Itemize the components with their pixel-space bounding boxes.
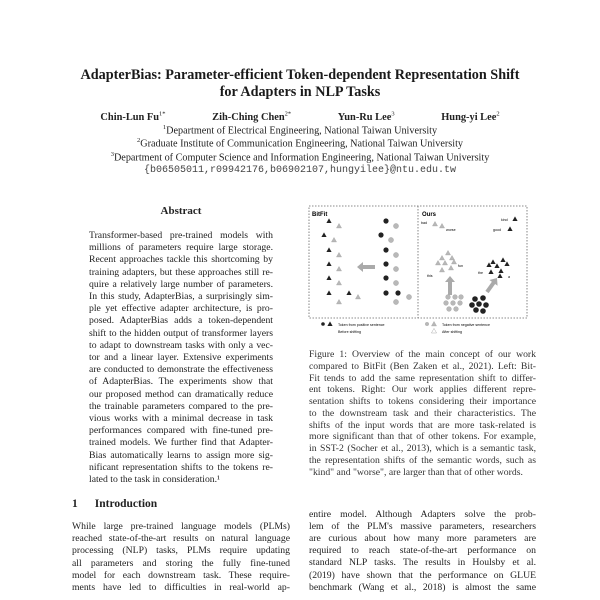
shifted-token-triangle <box>336 252 341 257</box>
legend-label: Token from positive sentence <box>338 323 385 327</box>
text-line: our proposed method can dramatically reduce <box>89 388 273 400</box>
text-line: the representation shifts of the semantic words, such as <box>309 454 536 466</box>
positive-token-triangle <box>494 263 499 268</box>
text-line: reached state-of-the-art results on natural language <box>72 533 290 545</box>
negative-token-circle <box>459 295 464 300</box>
shifted-token-triangle <box>336 280 341 285</box>
positive-token-circle <box>472 296 478 302</box>
positive-token-triangle <box>490 259 495 264</box>
positive-token-triangle <box>321 232 326 237</box>
text-line: shift to the hidden output of transformer layers <box>89 327 273 339</box>
shifted-token-triangle <box>442 260 447 265</box>
word-label: this <box>427 274 433 278</box>
negative-token-circle <box>451 301 456 306</box>
negative-token-circle <box>453 295 458 300</box>
author-name: Hung-yi Lee <box>441 112 497 124</box>
text-line: benchmark (Wang et al., 2018) is almost the same <box>309 581 536 593</box>
text-line: posed. AdapterBias adds a token-dependent <box>89 315 273 327</box>
text-line: all parameters and storing the fully fine-tuned <box>72 557 290 569</box>
shifted-token-triangle <box>449 255 454 260</box>
legend-label: Token from negative sentence <box>442 323 490 327</box>
panel-title-bitfit: BitFit <box>312 212 328 218</box>
word-label: kind <box>501 218 508 222</box>
author-sup: 2 <box>496 111 500 118</box>
text-line: vious works with a minimal decrease in task <box>89 413 273 424</box>
word-label: good <box>493 228 501 232</box>
author-sup: 1* <box>159 111 166 118</box>
positive-token-circle <box>480 295 486 301</box>
abstract-heading: Abstract <box>160 205 202 217</box>
negative-token-circle <box>446 295 451 300</box>
text-line: "kind" and "worse", are larger than that of other words. <box>309 466 523 478</box>
text-line: sentation shifts to tokens considering their importance <box>309 396 536 407</box>
text-line: ent tokens. Right: Our work applies different repre- <box>309 384 536 396</box>
token-circle <box>383 290 388 295</box>
positive-token-triangle <box>488 269 493 274</box>
shift-arrow-icon <box>445 276 455 295</box>
panel-title-ours: Ours <box>422 212 437 218</box>
word-label: a <box>508 275 510 279</box>
author-name: Yun-Ru Lee <box>337 112 392 124</box>
text-line: to adapt to downstream tasks with only a vec- <box>89 339 273 351</box>
text-line: in SST-2 (Socher et al., 2013), which is a semantic task, <box>309 443 536 454</box>
affiliation-text: Department of Computer Science and Information Engineering, National Taiwan University <box>113 152 490 164</box>
text-line: millions of parameters require large storage. <box>89 242 273 254</box>
shifted-token-circle <box>393 299 398 304</box>
positive-token-triangle <box>512 216 517 221</box>
text-line: training adapters, but these approaches still re- <box>89 266 273 278</box>
text-line: Transformer-based pre-trained models with <box>89 230 273 241</box>
text-line: nificant representation shifts to the tokens re- <box>89 461 273 473</box>
text-line: Bias automatically learns to assign more sig- <box>89 449 273 461</box>
affiliation-sup: 1 <box>162 124 167 131</box>
affiliation <box>0 124 600 136</box>
negative-token-circle <box>458 301 463 306</box>
figure-1 <box>290 200 550 340</box>
shifted-token-circle <box>393 223 398 228</box>
legend-circle-icon <box>425 322 429 326</box>
title-line: for Adapters in NLP Tasks <box>219 84 381 100</box>
shifted-token-triangle <box>432 221 437 226</box>
text-line: ments have led to difficulties in real-world ap- <box>72 582 290 593</box>
text-line: processing (NLP) tasks, PLMs require updating <box>72 545 290 557</box>
legend-label: After shifting <box>442 330 462 334</box>
shifted-token-circle <box>393 266 398 271</box>
text-line: model for each downstream task. These require- <box>72 569 290 581</box>
positive-token-triangle <box>326 247 331 252</box>
text-line: are curious about how many more parameters are <box>309 533 536 545</box>
author-sup: 2* <box>284 111 292 118</box>
positive-token-triangle <box>326 261 331 266</box>
text-line: more significant than that of other tokens. For example, <box>309 431 536 443</box>
affiliation-sup: 2 <box>136 137 141 144</box>
text-line: ple yet effective adapter architecture, is pro- <box>89 303 273 315</box>
author <box>441 112 499 123</box>
author <box>212 112 291 123</box>
legend-label: Before shifting <box>338 330 361 334</box>
negative-token-circle <box>454 307 459 312</box>
author-sup: 3 <box>391 111 395 118</box>
affiliation-sup: 3 <box>110 151 114 158</box>
text-line: lem of the PLM's massive parameters, researchers <box>309 521 536 533</box>
positive-token-circle <box>469 302 475 308</box>
positive-token-triangle <box>326 275 331 280</box>
section-heading <box>72 498 157 510</box>
text-line: of AdapterBias. The experiments show that <box>89 376 273 388</box>
token-circle <box>378 232 383 237</box>
positive-token-triangle <box>486 262 491 267</box>
text-line: required to reach state-of-the-art performance on <box>309 545 536 557</box>
positive-token-triangle <box>326 290 331 295</box>
text-line: lated to the task in consideration.¹ <box>89 474 220 485</box>
text-line: compared to BitFit (Ben Zaken et al., 2021). Left: Bit- <box>309 360 536 372</box>
shifted-token-triangle <box>439 255 444 260</box>
positive-token-circle <box>473 307 479 313</box>
section-number: 1 <box>72 498 78 510</box>
legend-triangle-icon <box>327 321 332 326</box>
text-line: the trainable parameters compared to the pre- <box>89 400 273 412</box>
text-line: tor and a linear layer. Extensive experiments <box>89 352 273 363</box>
shifted-token-triangle <box>336 299 341 304</box>
text-line: While large pre-trained language models (PLMs) <box>72 521 290 532</box>
affiliation <box>0 151 600 163</box>
text-line: to the downstream task and their characteristics. The <box>309 407 536 419</box>
shifted-token-triangle <box>448 265 453 270</box>
text-line: performances compared with fine-tuned pre- <box>89 425 273 437</box>
shifted-token-triangle <box>336 223 341 228</box>
author <box>100 112 165 123</box>
token-circle <box>383 275 388 280</box>
word-label: bad <box>421 221 427 225</box>
shifted-token-triangle <box>439 267 444 272</box>
author <box>338 112 395 123</box>
positive-token-triangle <box>504 261 509 266</box>
author-list <box>0 111 600 123</box>
title-line: AdapterBias: Parameter-efficient Token-dependent Representation Shift <box>80 67 520 83</box>
positive-token-triangle <box>326 218 331 223</box>
text-line: are conducted to demonstrate the effectiveness <box>89 364 273 376</box>
paper-title <box>0 67 600 101</box>
positive-token-triangle <box>498 268 503 273</box>
text-line: shifts of the input words that are more task-related is <box>309 419 536 431</box>
negative-token-circle <box>447 307 452 312</box>
shifted-token-triangle <box>336 266 341 271</box>
affiliation-text: Department of Electrical Engineering, National Taiwan University <box>166 125 438 137</box>
shifted-token-circle <box>393 252 398 257</box>
shift-arrow-icon <box>483 275 501 295</box>
text-line: Figure 1: Overview of the main concept of our work <box>309 349 536 360</box>
text-line: entire model. Although Adapters solve the prob- <box>309 509 536 520</box>
affiliation <box>0 137 600 149</box>
word-label: the <box>478 271 483 275</box>
positive-token-triangle <box>507 226 512 231</box>
positive-token-circle <box>483 302 489 308</box>
legend-triangle-icon <box>431 328 436 333</box>
shifted-token-triangle <box>355 294 360 299</box>
token-circle <box>383 247 388 252</box>
text-line: Fit tends to add the same representation shift to differ- <box>309 372 536 384</box>
legend-circle-icon <box>321 322 325 326</box>
positive-token-circle <box>480 308 486 314</box>
shifted-token-circle <box>393 280 398 285</box>
word-label: fun <box>458 264 463 268</box>
affiliation-text: Graduate Institute of Communication Engineering, National Taiwan University <box>140 138 463 150</box>
author-name: Chin-Lun Fu <box>100 112 160 124</box>
shifted-token-circle <box>406 294 411 299</box>
text-line: quire a relatively large number of parameters. <box>89 278 273 290</box>
positive-token-triangle <box>497 273 502 278</box>
shifted-token-triangle <box>331 237 336 242</box>
legend-circle-icon <box>326 329 330 333</box>
word-label: worse <box>446 228 456 232</box>
text-line: (2019) have shown that the performance on GLUE <box>309 569 536 581</box>
token-circle <box>383 261 388 266</box>
legend-triangle-icon <box>431 321 436 326</box>
token-circle <box>395 290 400 295</box>
email: {b06505011,r09942176,b06902107,hungyilee}@ntu.edu.tw <box>143 165 457 176</box>
text-line: In this study, AdapterBias, a surprisingly sim- <box>89 291 273 302</box>
author-name: Zih-Ching Chen <box>212 112 285 124</box>
text-line: standard NLP tasks. The results in Houlsby et al. <box>309 557 536 569</box>
shifted-token-triangle <box>445 250 450 255</box>
shifted-token-circle <box>388 237 393 242</box>
text-line: Recent approaches tackle this shortcoming by <box>89 254 273 266</box>
shifted-token-triangle <box>435 260 440 265</box>
shifted-token-triangle <box>439 223 444 228</box>
negative-token-circle <box>444 301 449 306</box>
shift-arrow-icon <box>357 262 375 272</box>
token-circle <box>383 218 388 223</box>
text-line: trained models. We further find that Adapter- <box>89 437 273 449</box>
positive-token-circle <box>476 301 482 307</box>
positive-token-triangle <box>346 290 351 295</box>
positive-token-triangle <box>500 257 505 262</box>
section-title: Introduction <box>94 498 158 510</box>
